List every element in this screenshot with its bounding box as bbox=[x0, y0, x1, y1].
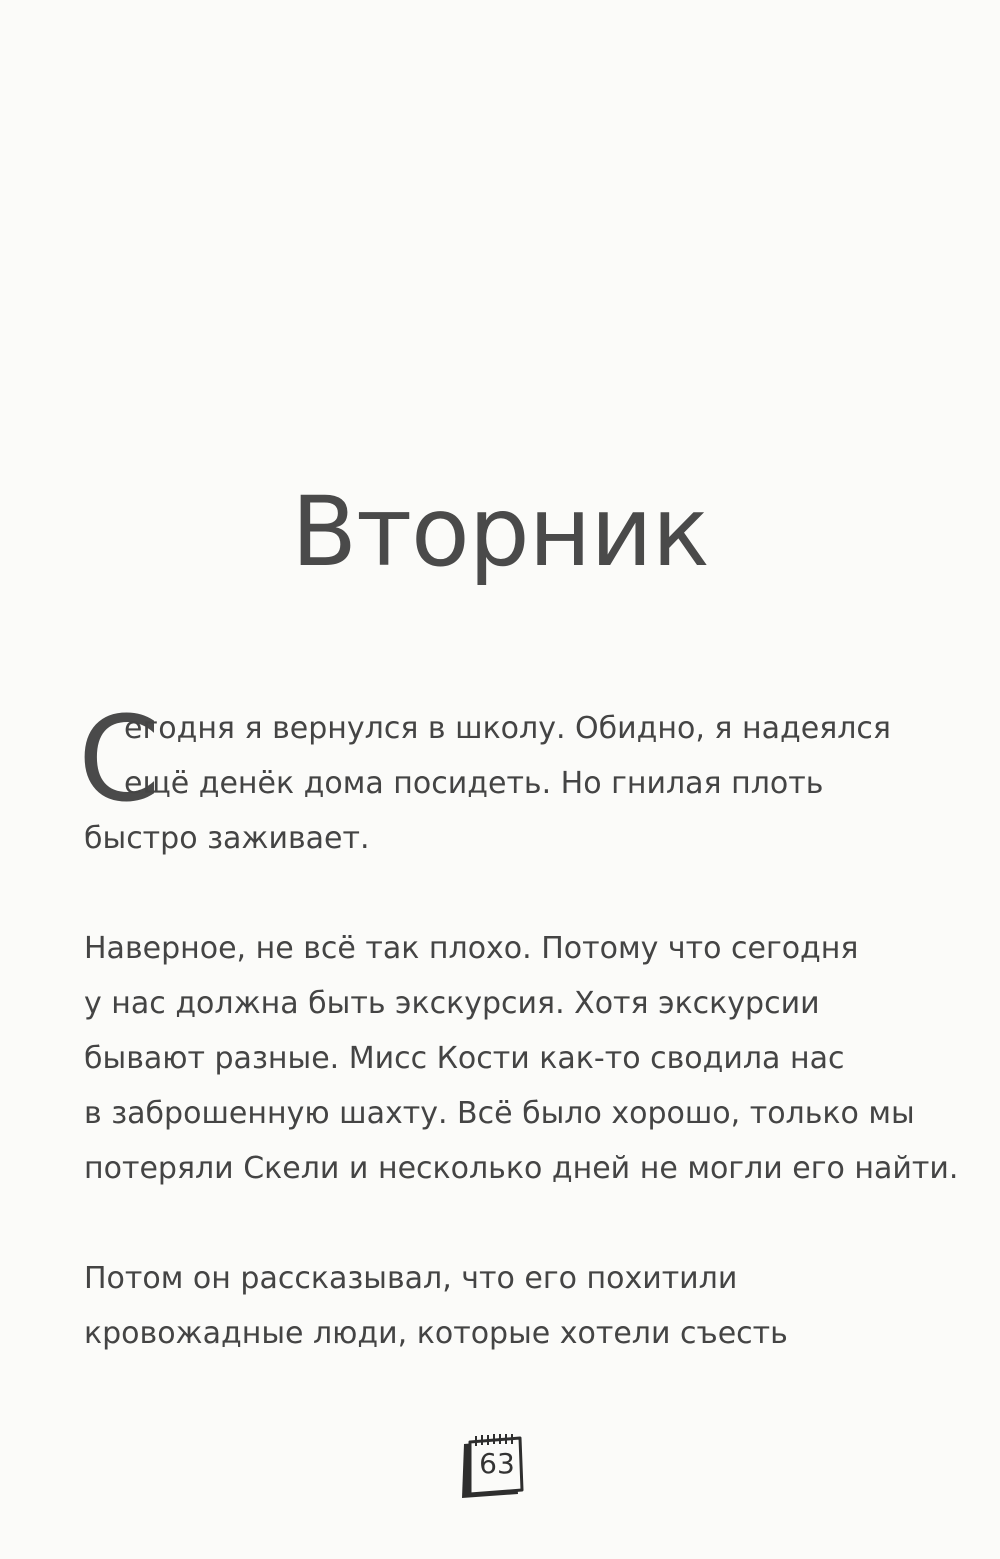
page-number-badge bbox=[458, 1432, 528, 1502]
paragraph-2 bbox=[84, 921, 959, 1196]
paragraph-line: ещё денёк дома посидеть. Но гнилая плоть bbox=[124, 766, 824, 801]
chapter-title: Вторник bbox=[291, 476, 709, 589]
paragraph-line: Потом он рассказывал, что его похитили bbox=[84, 1261, 738, 1296]
paragraph-1 bbox=[84, 701, 924, 866]
paragraph-line: Наверное, не всё так плохо. Потому что сегодня bbox=[84, 931, 859, 966]
paragraph-line: быстро заживает. bbox=[84, 821, 370, 856]
drop-cap: С bbox=[78, 690, 161, 828]
paragraph-line: потеряли Скели и несколько дней не могли его найти. bbox=[84, 1151, 959, 1186]
paragraph-line: кровожадные люди, которые хотели съесть bbox=[84, 1316, 788, 1351]
paragraph-line: егодня я вернулся в школу. Обидно, я надеялся bbox=[124, 711, 891, 746]
paragraph-line: в заброшенную шахту. Всё было хорошо, только мы bbox=[84, 1096, 915, 1131]
paragraph-line: бывают разные. Мисс Кости как-то сводила нас bbox=[84, 1041, 845, 1076]
paragraph-3 bbox=[84, 1251, 924, 1361]
page-number: 63 bbox=[479, 1447, 515, 1480]
paragraph-line: у нас должна быть экскурсия. Хотя экскурсии bbox=[84, 986, 820, 1021]
